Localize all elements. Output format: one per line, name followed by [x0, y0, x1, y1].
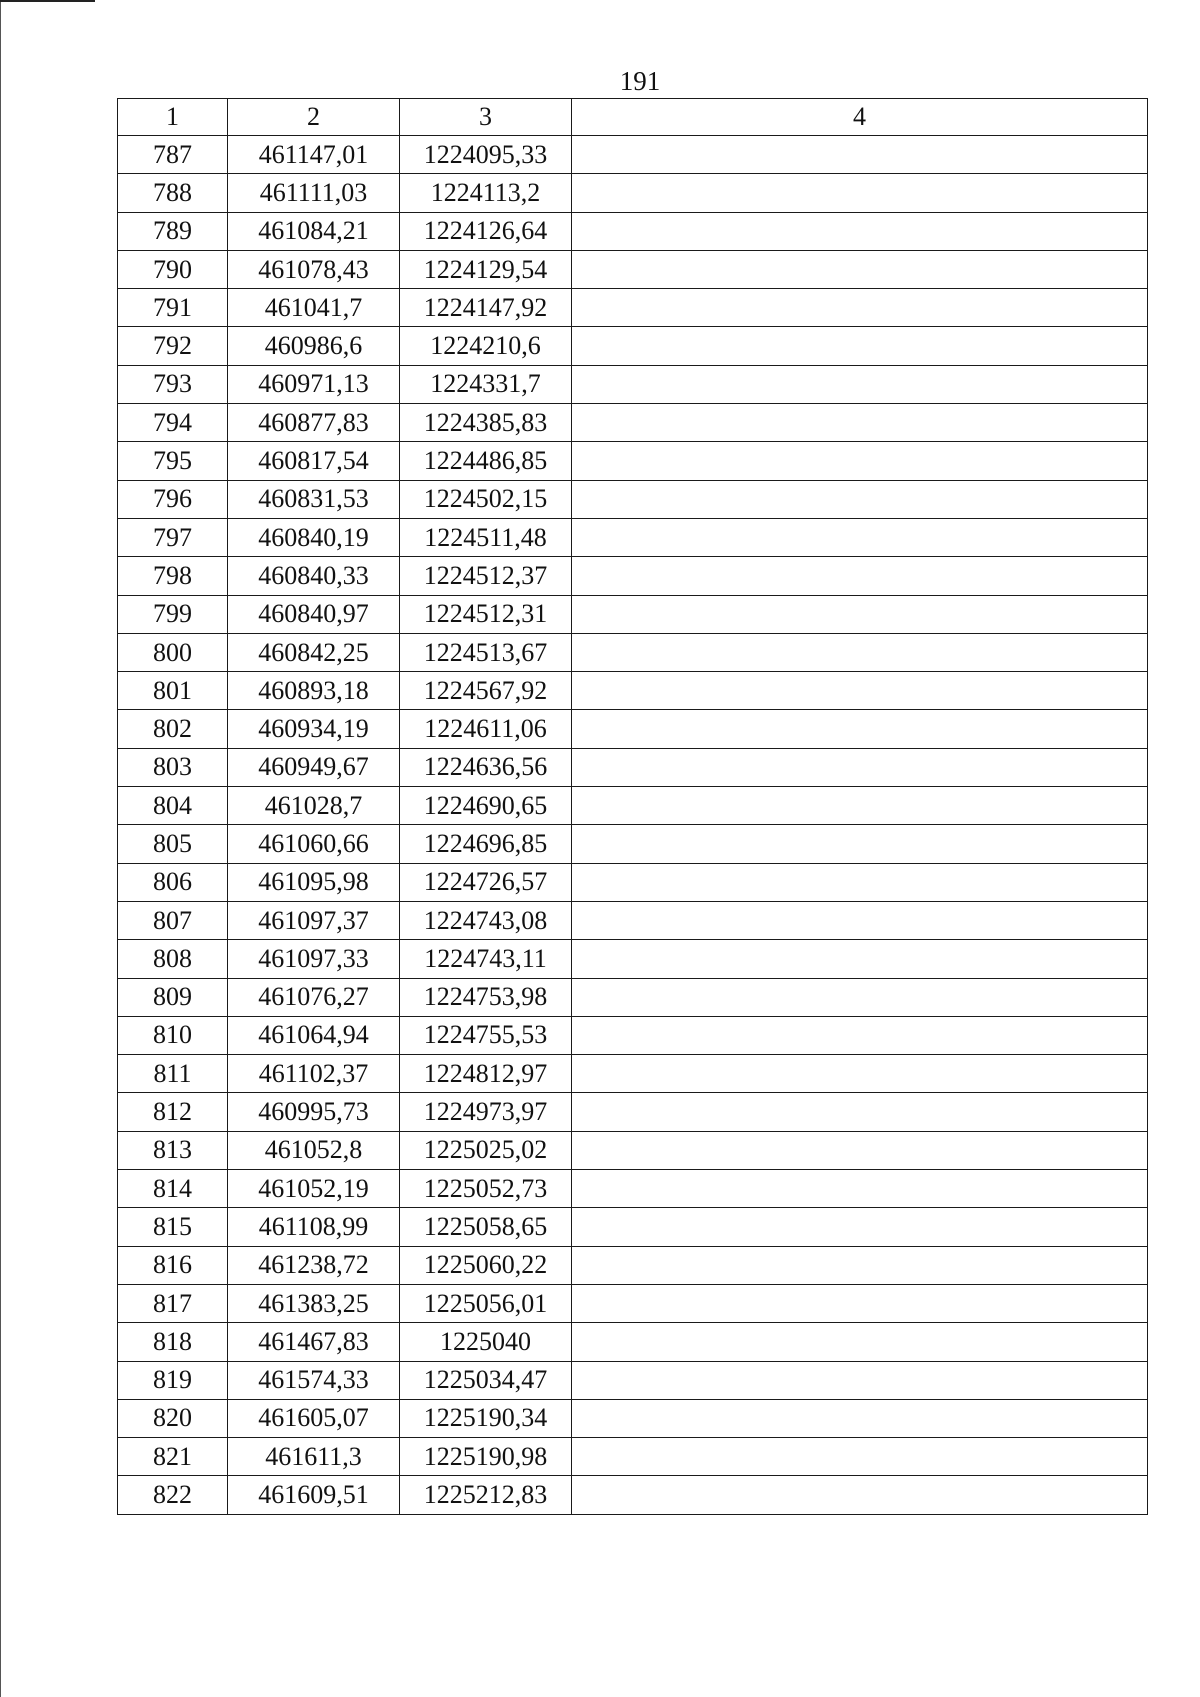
x-coordinate-cell: 461238,72 — [228, 1246, 400, 1284]
page-number: 191 — [619, 66, 661, 96]
point-number-cell: 804 — [118, 787, 228, 825]
y-coordinate-cell: 1224690,65 — [400, 787, 572, 825]
page-top-edge-mark — [0, 0, 95, 2]
note-cell — [572, 672, 1148, 710]
point-number-cell: 798 — [118, 557, 228, 595]
table-row — [118, 250, 1148, 288]
x-coordinate-cell: 460971,13 — [228, 365, 400, 403]
table-row — [118, 1361, 1148, 1399]
y-coordinate-cell: 1224567,92 — [400, 672, 572, 710]
point-number-cell: 800 — [118, 633, 228, 671]
table-row — [118, 825, 1148, 863]
point-number-cell: 809 — [118, 978, 228, 1016]
y-coordinate-cell: 1225056,01 — [400, 1284, 572, 1322]
note-cell — [572, 978, 1148, 1016]
y-coordinate-cell: 1225190,98 — [400, 1438, 572, 1476]
x-coordinate-cell: 460842,25 — [228, 633, 400, 671]
table-row — [118, 1476, 1148, 1514]
note-cell — [572, 480, 1148, 518]
y-coordinate-cell: 1224512,37 — [400, 557, 572, 595]
point-number-cell: 792 — [118, 327, 228, 365]
x-coordinate-cell: 461084,21 — [228, 212, 400, 250]
point-number-cell: 815 — [118, 1208, 228, 1246]
y-coordinate-cell: 1224331,7 — [400, 365, 572, 403]
y-coordinate-cell: 1225040 — [400, 1323, 572, 1361]
x-coordinate-cell: 461097,33 — [228, 940, 400, 978]
x-coordinate-cell: 460817,54 — [228, 442, 400, 480]
x-coordinate-cell: 461611,3 — [228, 1438, 400, 1476]
point-number-cell: 788 — [118, 174, 228, 212]
y-coordinate-cell: 1224502,15 — [400, 480, 572, 518]
y-coordinate-cell: 1224095,33 — [400, 136, 572, 174]
table-row — [118, 518, 1148, 556]
y-coordinate-cell: 1224113,2 — [400, 174, 572, 212]
point-number-cell: 799 — [118, 595, 228, 633]
y-coordinate-cell: 1224696,85 — [400, 825, 572, 863]
table-header-row — [118, 99, 1148, 136]
y-coordinate-cell: 1224511,48 — [400, 518, 572, 556]
y-coordinate-cell: 1224743,08 — [400, 901, 572, 939]
note-cell — [572, 1361, 1148, 1399]
note-cell — [572, 1476, 1148, 1514]
x-coordinate-cell: 461383,25 — [228, 1284, 400, 1322]
note-cell — [572, 1399, 1148, 1437]
page-left-edge — [0, 0, 1, 1697]
table-row — [118, 1208, 1148, 1246]
x-coordinate-cell: 460949,67 — [228, 748, 400, 786]
table-row — [118, 672, 1148, 710]
note-cell — [572, 289, 1148, 327]
table-row — [118, 442, 1148, 480]
y-coordinate-cell: 1224129,54 — [400, 250, 572, 288]
note-cell — [572, 557, 1148, 595]
table-row — [118, 1246, 1148, 1284]
y-coordinate-cell: 1225190,34 — [400, 1399, 572, 1437]
x-coordinate-cell: 460995,73 — [228, 1093, 400, 1131]
note-cell — [572, 940, 1148, 978]
note-cell — [572, 1016, 1148, 1054]
coordinates-table — [117, 98, 1148, 1515]
table-row — [118, 633, 1148, 671]
table-row — [118, 940, 1148, 978]
column-header-1: 1 — [118, 99, 228, 136]
x-coordinate-cell: 461097,37 — [228, 901, 400, 939]
note-cell — [572, 1323, 1148, 1361]
x-coordinate-cell: 460986,6 — [228, 327, 400, 365]
table-row — [118, 1323, 1148, 1361]
x-coordinate-cell: 461052,8 — [228, 1131, 400, 1169]
note-cell — [572, 863, 1148, 901]
table-row — [118, 136, 1148, 174]
note-cell — [572, 327, 1148, 365]
x-coordinate-cell: 461041,7 — [228, 289, 400, 327]
x-coordinate-cell: 461028,7 — [228, 787, 400, 825]
y-coordinate-cell: 1225060,22 — [400, 1246, 572, 1284]
note-cell — [572, 174, 1148, 212]
y-coordinate-cell: 1224755,53 — [400, 1016, 572, 1054]
point-number-cell: 811 — [118, 1055, 228, 1093]
table-row — [118, 1055, 1148, 1093]
note-cell — [572, 633, 1148, 671]
note-cell — [572, 595, 1148, 633]
x-coordinate-cell: 460831,53 — [228, 480, 400, 518]
note-cell — [572, 787, 1148, 825]
point-number-cell: 791 — [118, 289, 228, 327]
point-number-cell: 817 — [118, 1284, 228, 1322]
point-number-cell: 812 — [118, 1093, 228, 1131]
x-coordinate-cell: 461147,01 — [228, 136, 400, 174]
point-number-cell: 806 — [118, 863, 228, 901]
x-coordinate-cell: 460893,18 — [228, 672, 400, 710]
x-coordinate-cell: 461060,66 — [228, 825, 400, 863]
table-row — [118, 710, 1148, 748]
note-cell — [572, 136, 1148, 174]
point-number-cell: 803 — [118, 748, 228, 786]
table-row — [118, 901, 1148, 939]
y-coordinate-cell: 1225034,47 — [400, 1361, 572, 1399]
y-coordinate-cell: 1225058,65 — [400, 1208, 572, 1246]
point-number-cell: 820 — [118, 1399, 228, 1437]
y-coordinate-cell: 1224611,06 — [400, 710, 572, 748]
y-coordinate-cell: 1224147,92 — [400, 289, 572, 327]
point-number-cell: 822 — [118, 1476, 228, 1514]
table-body — [118, 136, 1148, 1515]
note-cell — [572, 1055, 1148, 1093]
y-coordinate-cell: 1225052,73 — [400, 1170, 572, 1208]
point-number-cell: 819 — [118, 1361, 228, 1399]
y-coordinate-cell: 1224210,6 — [400, 327, 572, 365]
point-number-cell: 813 — [118, 1131, 228, 1169]
y-coordinate-cell: 1225025,02 — [400, 1131, 572, 1169]
table-row — [118, 480, 1148, 518]
point-number-cell: 796 — [118, 480, 228, 518]
table-row — [118, 1093, 1148, 1131]
point-number-cell: 795 — [118, 442, 228, 480]
x-coordinate-cell: 461102,37 — [228, 1055, 400, 1093]
column-header-3: 3 — [400, 99, 572, 136]
table-row — [118, 174, 1148, 212]
table-row — [118, 1399, 1148, 1437]
y-coordinate-cell: 1224726,57 — [400, 863, 572, 901]
y-coordinate-cell: 1224636,56 — [400, 748, 572, 786]
x-coordinate-cell: 461574,33 — [228, 1361, 400, 1399]
table-row — [118, 595, 1148, 633]
column-header-4: 4 — [572, 99, 1148, 136]
point-number-cell: 816 — [118, 1246, 228, 1284]
point-number-cell: 807 — [118, 901, 228, 939]
x-coordinate-cell: 460840,19 — [228, 518, 400, 556]
note-cell — [572, 1093, 1148, 1131]
point-number-cell: 814 — [118, 1170, 228, 1208]
note-cell — [572, 212, 1148, 250]
table-row — [118, 787, 1148, 825]
point-number-cell: 794 — [118, 404, 228, 442]
point-number-cell: 805 — [118, 825, 228, 863]
table-row — [118, 1016, 1148, 1054]
table-row — [118, 1170, 1148, 1208]
table-row — [118, 327, 1148, 365]
note-cell — [572, 404, 1148, 442]
x-coordinate-cell: 461095,98 — [228, 863, 400, 901]
x-coordinate-cell: 461076,27 — [228, 978, 400, 1016]
point-number-cell: 810 — [118, 1016, 228, 1054]
point-number-cell: 801 — [118, 672, 228, 710]
point-number-cell: 797 — [118, 518, 228, 556]
y-coordinate-cell: 1224512,31 — [400, 595, 572, 633]
point-number-cell: 802 — [118, 710, 228, 748]
note-cell — [572, 1131, 1148, 1169]
x-coordinate-cell: 461064,94 — [228, 1016, 400, 1054]
table-row — [118, 557, 1148, 595]
note-cell — [572, 518, 1148, 556]
note-cell — [572, 901, 1148, 939]
table-row — [118, 1284, 1148, 1322]
note-cell — [572, 1208, 1148, 1246]
note-cell — [572, 1284, 1148, 1322]
x-coordinate-cell: 461111,03 — [228, 174, 400, 212]
note-cell — [572, 710, 1148, 748]
table-row — [118, 978, 1148, 1016]
x-coordinate-cell: 461467,83 — [228, 1323, 400, 1361]
column-header-2: 2 — [228, 99, 400, 136]
note-cell — [572, 825, 1148, 863]
x-coordinate-cell: 460877,83 — [228, 404, 400, 442]
y-coordinate-cell: 1224973,97 — [400, 1093, 572, 1131]
y-coordinate-cell: 1224486,85 — [400, 442, 572, 480]
x-coordinate-cell: 461609,51 — [228, 1476, 400, 1514]
table-row — [118, 404, 1148, 442]
x-coordinate-cell: 461605,07 — [228, 1399, 400, 1437]
y-coordinate-cell: 1224812,97 — [400, 1055, 572, 1093]
y-coordinate-cell: 1224513,67 — [400, 633, 572, 671]
table-row — [118, 365, 1148, 403]
note-cell — [572, 748, 1148, 786]
x-coordinate-cell: 460840,97 — [228, 595, 400, 633]
table-row — [118, 212, 1148, 250]
table-row — [118, 1438, 1148, 1476]
y-coordinate-cell: 1225212,83 — [400, 1476, 572, 1514]
point-number-cell: 793 — [118, 365, 228, 403]
note-cell — [572, 1246, 1148, 1284]
point-number-cell: 818 — [118, 1323, 228, 1361]
note-cell — [572, 1170, 1148, 1208]
point-number-cell: 790 — [118, 250, 228, 288]
y-coordinate-cell: 1224385,83 — [400, 404, 572, 442]
x-coordinate-cell: 461052,19 — [228, 1170, 400, 1208]
table-row — [118, 863, 1148, 901]
point-number-cell: 821 — [118, 1438, 228, 1476]
note-cell — [572, 1438, 1148, 1476]
point-number-cell: 787 — [118, 136, 228, 174]
point-number-cell: 789 — [118, 212, 228, 250]
y-coordinate-cell: 1224126,64 — [400, 212, 572, 250]
x-coordinate-cell: 460934,19 — [228, 710, 400, 748]
note-cell — [572, 365, 1148, 403]
x-coordinate-cell: 461078,43 — [228, 250, 400, 288]
x-coordinate-cell: 461108,99 — [228, 1208, 400, 1246]
note-cell — [572, 442, 1148, 480]
x-coordinate-cell: 460840,33 — [228, 557, 400, 595]
y-coordinate-cell: 1224753,98 — [400, 978, 572, 1016]
table-row — [118, 1131, 1148, 1169]
point-number-cell: 808 — [118, 940, 228, 978]
y-coordinate-cell: 1224743,11 — [400, 940, 572, 978]
table-row — [118, 748, 1148, 786]
table-row — [118, 289, 1148, 327]
note-cell — [572, 250, 1148, 288]
